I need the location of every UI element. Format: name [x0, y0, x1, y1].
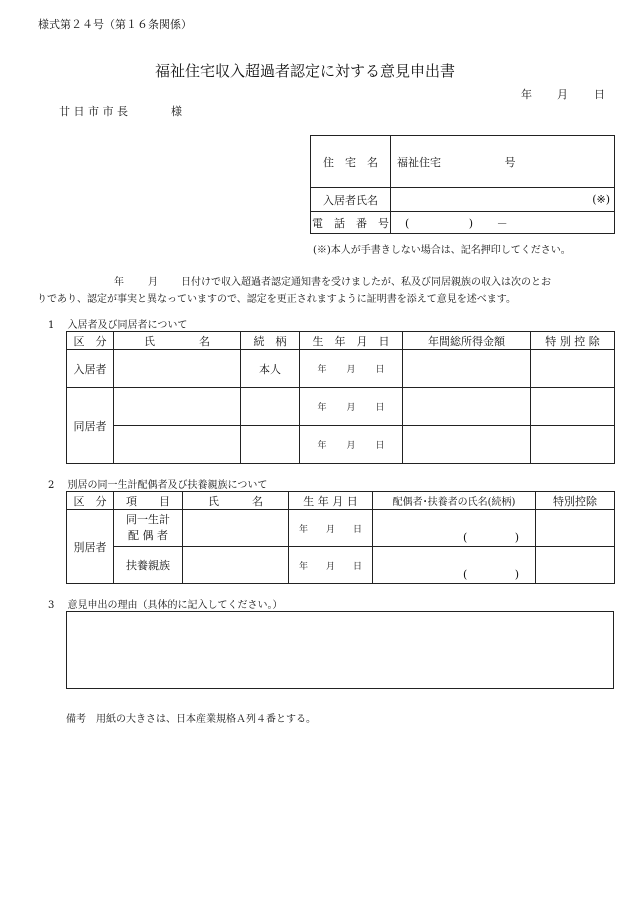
s1-cohabitant1-birthdate[interactable]: [300, 388, 403, 426]
s1-row-cohabitant-label: 同居者: [67, 388, 114, 464]
s1-cohabitant2-relation-cell[interactable]: [241, 426, 300, 464]
ymd-day: 日: [353, 561, 363, 572]
footer-remark: 備考 用紙の大きさは、日本産業規格Ａ列４番とする。: [66, 714, 316, 725]
ymd-day: 日: [375, 441, 385, 451]
section1-heading: 1 入居者及び同居者について: [48, 320, 188, 331]
paren-open: (: [463, 531, 468, 544]
s2-spouse-birthdate[interactable]: [289, 510, 373, 547]
page-title: 福祉住宅収入超過者認定に対する意見申出書: [155, 62, 456, 80]
s2-dependent-birthdate[interactable]: [289, 547, 373, 584]
applicant-note: (※)本人が手書きしない場合は、記名押印してください。: [313, 245, 571, 256]
s1-header-relation: 続 柄: [241, 332, 300, 350]
date-year: 年: [521, 88, 532, 101]
paren-close: ): [514, 531, 520, 544]
s2-spouse-name-cell[interactable]: [183, 510, 289, 547]
ymd-month: 月: [346, 365, 356, 375]
s2-spouse-deduction-cell[interactable]: [536, 510, 615, 547]
phone-field[interactable]: [391, 212, 615, 234]
s1-cohabitant1-relation-cell[interactable]: [241, 388, 300, 426]
paren-open: (: [463, 568, 468, 581]
s2-header-item: 項 目: [114, 492, 183, 510]
s1-resident-relation: 本人: [241, 350, 300, 388]
s2-dependent-name-cell[interactable]: [183, 547, 289, 584]
phone-close: ): [468, 216, 474, 230]
s2-header-supporter: 配偶者･扶養者の氏名(続柄): [373, 492, 536, 510]
ymd-year: 年: [298, 561, 308, 572]
ymd-month: 月: [325, 524, 335, 535]
paren-close: ): [514, 568, 520, 581]
housing-suffix: 号: [504, 155, 516, 169]
intro-text-line2: りであり、認定が事実と異なっていますので、認定を更正されますように証明書を添えて意見を述べます。: [37, 294, 516, 305]
name-field[interactable]: [391, 188, 615, 212]
ymd-day: 日: [375, 403, 385, 413]
ymd-year: 年: [317, 441, 327, 451]
s2-item-spouse-line2: 配 偶 者: [128, 529, 168, 542]
s2-row-label: 別居者: [67, 510, 114, 584]
intro-month: 月: [148, 277, 158, 288]
s1-row-resident-label: 入居者: [67, 350, 114, 388]
s1-cohabitant2-income-cell[interactable]: [403, 426, 531, 464]
ymd-month: 月: [346, 441, 356, 451]
intro-year: 年: [114, 277, 124, 288]
s1-cohabitant2-name-cell[interactable]: [114, 426, 241, 464]
s2-dependent-deduction-cell[interactable]: [536, 547, 615, 584]
s1-cohabitant2-birthdate[interactable]: [300, 426, 403, 464]
s1-cohabitant1-name-cell[interactable]: [114, 388, 241, 426]
phone-label: 電 話 番 号: [311, 212, 391, 234]
section1-table: [66, 331, 615, 464]
s2-header-category: 区 分: [67, 492, 114, 510]
s2-spouse-supporter-cell[interactable]: [373, 510, 536, 547]
date-day: 日: [594, 88, 605, 101]
s2-dependent-supporter-cell[interactable]: [373, 547, 536, 584]
ymd-year: 年: [317, 365, 327, 375]
s1-resident-birthdate[interactable]: [300, 350, 403, 388]
ymd-day: 日: [375, 365, 385, 375]
s1-resident-deduction-cell[interactable]: [531, 350, 615, 388]
date-month: 月: [557, 88, 568, 101]
phone-open: (: [405, 216, 410, 230]
name-label: 入居者氏名: [311, 188, 391, 212]
s2-header-deduction: 特別控除: [536, 492, 615, 510]
section3-heading: 3 意見申出の理由（具体的に記入してください。）: [48, 600, 283, 611]
s2-header-name: 氏 名: [183, 492, 289, 510]
housing-value: 福祉住宅: [397, 155, 441, 169]
phone-dash: －: [496, 216, 508, 230]
section2-table: [66, 491, 615, 584]
reason-textbox[interactable]: [66, 611, 614, 689]
s1-resident-name-cell[interactable]: [114, 350, 241, 388]
s2-item-spouse: [114, 510, 183, 547]
s1-cohabitant2-deduction-cell[interactable]: [531, 426, 615, 464]
ymd-month: 月: [346, 403, 356, 413]
s1-header-birthdate: 生 年 月 日: [300, 332, 403, 350]
addressee-suffix: 様: [171, 105, 182, 118]
ymd-year: 年: [298, 524, 308, 535]
form-number: 様式第２４号（第１６条関係）: [38, 18, 192, 31]
s1-header-category: 区 分: [67, 332, 114, 350]
s1-header-deduction: 特 別 控 除: [531, 332, 615, 350]
ymd-day: 日: [353, 524, 363, 535]
section2-heading: 2 別居の同一生計配偶者及び扶養親族について: [48, 480, 268, 491]
s1-cohabitant1-deduction-cell[interactable]: [531, 388, 615, 426]
ymd-year: 年: [317, 403, 327, 413]
s2-item-spouse-line1: 同一生計: [126, 513, 170, 526]
intro-text: 日付けで収入超過者認定通知書を受けましたが、私及び同居親族の収入は次のとお: [181, 277, 551, 288]
name-mark: (※): [592, 193, 610, 206]
s1-header-name: 氏 名: [114, 332, 241, 350]
ymd-month: 月: [325, 561, 335, 572]
s2-header-birthdate: 生 年 月 日: [289, 492, 373, 510]
applicant-table: [310, 135, 615, 234]
housing-label: 住 宅 名: [311, 136, 391, 188]
housing-field[interactable]: [391, 136, 615, 188]
s1-cohabitant1-income-cell[interactable]: [403, 388, 531, 426]
s1-header-income: 年間総所得金額: [403, 332, 531, 350]
s2-item-dependent: 扶養親族: [114, 547, 183, 584]
addressee: 廿 日 市 市 長: [59, 105, 128, 118]
s1-resident-income-cell[interactable]: [403, 350, 531, 388]
